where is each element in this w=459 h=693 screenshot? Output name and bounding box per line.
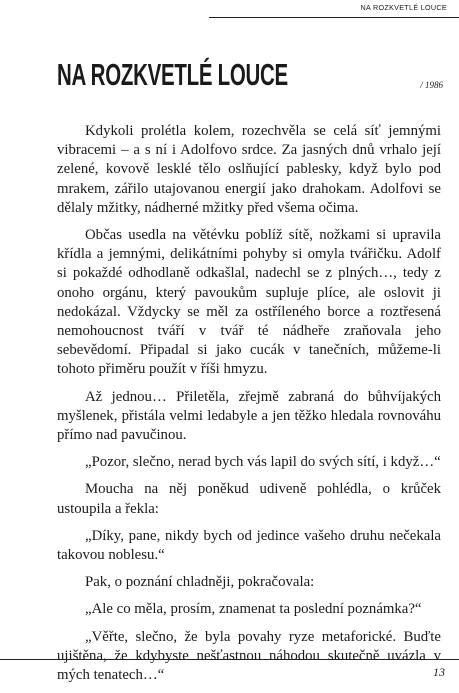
paragraph: Občas usedla na větévku poblíž sítě, nožkami si upravila křídla a jemnými, delikátními pohyby si omyla tvářičku. Adolf si pokaždé odhodlaně odkašlal, nadechl se z plných…, tedy z onoho orgánu, který pavoukům supluje plíce, ale oslovit ji nedokázal. Vždycky se měl za ostříleného borce a roztřesená nemohoucnost tváří v tvář té nádheře zraňovala jeho sebevědomí. Připadal si jako cucák v tanečních, můžeme-li tohoto přiměru použít v říši hmyzu. [57, 227, 441, 378]
footer-rule [0, 659, 459, 660]
running-head: NA ROZKVETLÉ LOUCE [209, 0, 459, 18]
paragraph: „Ale co měla, prosím, znamenat ta poslední poznámka?“ [85, 601, 422, 618]
chapter-year: / 1986 [420, 80, 443, 90]
page-number: 13 [433, 665, 445, 679]
paragraph: „Díky, pane, nikdy bych od jedince vašeho druhu nečekala takovou noblesu.“ [57, 527, 441, 564]
paragraph: „Věřte, slečno, že byla povahy ryze metaforické. Buďte ujištěna, že kdybyste nešťastnou náhodou skutečně uvázla v mých tenatech…“ [57, 628, 441, 684]
paragraph: „Pozor, slečno, nerad bych vás lapil do svých sítí, i když…“ [85, 454, 441, 471]
paragraph: Pak, o poznání chladněji, pokračovala: [85, 574, 315, 591]
body-text [57, 122, 441, 693]
chapter-title: NA ROZKVETLÉ LOUCE [57, 57, 288, 92]
paragraph: Kdykoli prolétla kolem, rozechvěla se celá síť jemnými vibracemi – a s ní i Adolfovo srdce. Za jasných dnů vrhalo její zelené, kovově lesklé tělo oslňující pablesky, když bylo pod mrakem, zářilo utajovanou energií jako drahokam. Adolfovi se dělaly mžitky, nádherné mžitky před všema očima. [57, 123, 441, 216]
paragraph: Až jednou… Přiletěla, zřejmě zabraná do bůhvíjakých myšlenek, přistála velmi ledabyle a jen těžko hledala rovnováhu přímo nad pavučinou. [57, 388, 441, 444]
paragraph: Moucha na něj poněkud udiveně pohlédla, o krůček ustoupila a řekla: [57, 481, 441, 517]
